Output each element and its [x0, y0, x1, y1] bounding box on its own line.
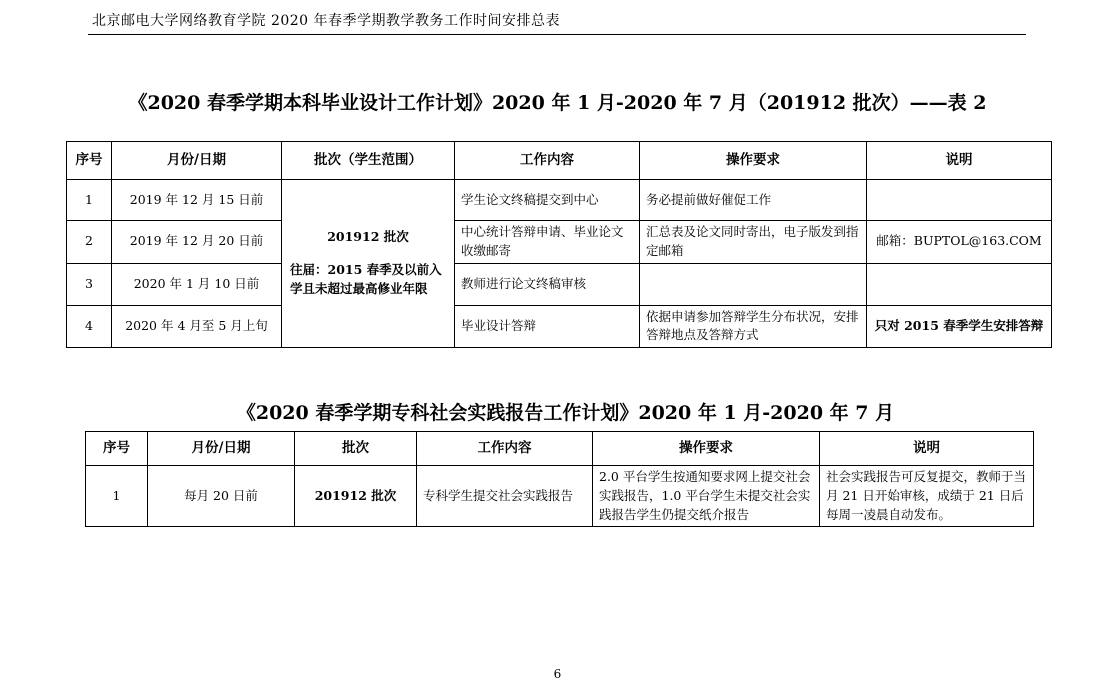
row-date: 2019 年 12 月 20 日前	[112, 221, 282, 264]
header-index: 序号	[67, 142, 112, 180]
row-requirement: 依据申请参加答辩学生分布状况，安排答辩地点及答辩方式	[640, 305, 867, 348]
table-row	[86, 466, 1034, 527]
batch-name: 201912 批次	[327, 229, 409, 245]
header-requirement: 操作要求	[593, 432, 820, 466]
page-number: 6	[553, 667, 562, 681]
row-date: 每月 20 日前	[148, 466, 295, 527]
row-content: 毕业设计答辩	[455, 305, 640, 348]
row-index: 1	[86, 466, 148, 527]
row-requirement: 2.0 平台学生按通知要求网上提交社会实践报告，1.0 平台学生未提交社会实践报告学生仍提交纸介报告	[593, 466, 820, 527]
header-batch: 批次	[295, 432, 417, 466]
row-date: 2019 年 12 月 15 日前	[112, 180, 282, 221]
header-note: 说明	[867, 142, 1052, 180]
row-note: 只对 2015 春季学生安排答辩	[867, 305, 1052, 348]
row-index: 3	[67, 263, 112, 305]
row-date: 2020 年 1 月 10 日前	[112, 263, 282, 305]
header-content: 工作内容	[455, 142, 640, 180]
header-content: 工作内容	[417, 432, 593, 466]
table2-title: 《2020 春季学期专科社会实践报告工作计划》2020 年 1 月-2020 年 7 月	[236, 402, 895, 424]
table-header-row	[67, 142, 1052, 180]
header-batch: 批次（学生范围）	[282, 142, 455, 180]
row-requirement	[640, 263, 867, 305]
table-row	[67, 180, 1052, 221]
header-date: 月份/日期	[148, 432, 295, 466]
header-note: 说明	[820, 432, 1034, 466]
batch-scope: 往届：2015 春季及以前入学且未超过最高修业年限	[290, 262, 442, 296]
row-content: 学生论文终稿提交到中心	[455, 180, 640, 221]
row-note	[867, 180, 1052, 221]
table1-title: 《2020 春季学期本科毕业设计工作计划》2020 年 1 月-2020 年 7 月（201912 批次）——表 2	[128, 92, 987, 114]
row-requirement: 务必提前做好催促工作	[640, 180, 867, 221]
table-row	[67, 305, 1052, 348]
table-row	[67, 221, 1052, 264]
row-content: 中心统计答辩申请、毕业论文收缴邮寄	[455, 221, 640, 264]
table-header-row	[86, 432, 1034, 466]
table-row	[67, 263, 1052, 305]
row-index: 2	[67, 221, 112, 264]
row-note: 社会实践报告可反复提交，教师于当月 21 日开始审核，成绩于 21 日后每周一凌晨自动发布。	[820, 466, 1034, 527]
batch-cell	[282, 180, 455, 348]
social-practice-schedule-table	[85, 431, 1034, 527]
graduation-design-schedule-table	[66, 141, 1052, 348]
row-index: 4	[67, 305, 112, 348]
header-divider	[88, 34, 1026, 35]
row-requirement: 汇总表及论文同时寄出，电子版发到指定邮箱	[640, 221, 867, 264]
header-requirement: 操作要求	[640, 142, 867, 180]
row-index: 1	[67, 180, 112, 221]
row-date: 2020 年 4 月至 5 月上旬	[112, 305, 282, 348]
document-header: 北京邮电大学网络教育学院 2020 年春季学期教学教务工作时间安排总表	[92, 13, 561, 29]
row-content: 专科学生提交社会实践报告	[417, 466, 593, 527]
row-note	[867, 263, 1052, 305]
row-batch: 201912 批次	[295, 466, 417, 527]
row-content: 教师进行论文终稿审核	[455, 263, 640, 305]
row-note: 邮箱：BUPTOL@163.COM	[867, 221, 1052, 264]
header-index: 序号	[86, 432, 148, 466]
header-date: 月份/日期	[112, 142, 282, 180]
